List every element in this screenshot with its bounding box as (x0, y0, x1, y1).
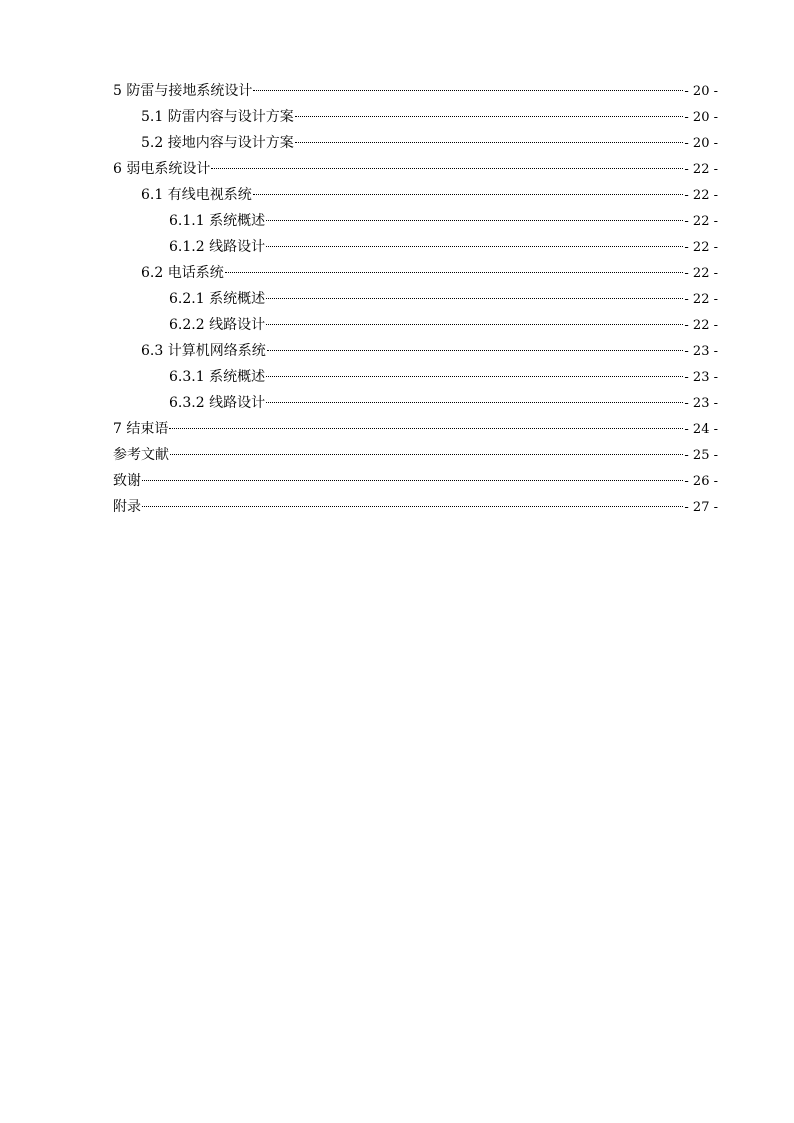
toc-dot-leader (295, 142, 684, 143)
toc-entry[interactable] (113, 182, 718, 208)
toc-entry-title: 6.2.2 线路设计 (169, 317, 266, 333)
toc-entry-page: - 22 - (684, 266, 718, 281)
toc-dot-leader (266, 376, 683, 377)
toc-dot-leader (142, 506, 683, 507)
toc-entry-title: 6.2 电话系统 (141, 265, 224, 281)
toc-entry[interactable] (113, 104, 718, 130)
toc-dot-leader (253, 90, 683, 91)
toc-entry-title: 参考文献 (113, 447, 169, 463)
toc-entry[interactable] (113, 312, 718, 338)
toc-entry-title: 6.1.2 线路设计 (169, 239, 266, 255)
table-of-contents (113, 78, 718, 520)
toc-entry-title: 6.1 有线电视系统 (141, 187, 252, 203)
toc-dot-leader (225, 272, 684, 273)
toc-entry-title: 6 弱电系统设计 (113, 161, 211, 177)
toc-entry-title: 5.2 接地内容与设计方案 (141, 135, 294, 151)
toc-entry[interactable] (113, 338, 718, 364)
toc-entry-title: 6.1.1 系统概述 (169, 213, 266, 229)
toc-entry[interactable] (113, 208, 718, 234)
toc-dot-leader (266, 324, 683, 325)
toc-entry[interactable] (113, 390, 718, 416)
toc-entry[interactable] (113, 260, 718, 286)
toc-entry-page: - 24 - (684, 422, 718, 437)
toc-entry-title: 7 结束语 (113, 421, 169, 437)
toc-entry[interactable] (113, 494, 718, 520)
toc-entry-page: - 22 - (684, 240, 718, 255)
toc-dot-leader (253, 194, 684, 195)
toc-dot-leader (169, 428, 683, 429)
toc-entry-title: 5 防雷与接地系统设计 (113, 83, 253, 99)
toc-entry-page: - 22 - (684, 214, 718, 229)
toc-entry-title: 6.3.1 系统概述 (169, 369, 266, 385)
toc-entry[interactable] (113, 364, 718, 390)
toc-dot-leader (142, 480, 683, 481)
toc-entry-page: - 23 - (684, 344, 718, 359)
toc-entry[interactable] (113, 286, 718, 312)
toc-entry-page: - 23 - (684, 396, 718, 411)
toc-entry-title: 6.3 计算机网络系统 (141, 343, 266, 359)
toc-dot-leader (295, 116, 684, 117)
toc-entry[interactable] (113, 234, 718, 260)
toc-entry-title: 6.3.2 线路设计 (169, 395, 266, 411)
toc-entry-page: - 22 - (684, 188, 718, 203)
toc-entry[interactable] (113, 78, 718, 104)
toc-entry-page: - 20 - (684, 84, 718, 99)
toc-entry[interactable] (113, 442, 718, 468)
toc-entry-page: - 22 - (684, 162, 718, 177)
toc-entry-page: - 27 - (684, 500, 718, 515)
toc-entry-page: - 20 - (684, 110, 718, 125)
toc-entry[interactable] (113, 468, 718, 494)
toc-entry-title: 致谢 (113, 473, 141, 489)
toc-entry[interactable] (113, 130, 718, 156)
toc-entry-page: - 25 - (684, 448, 718, 463)
toc-dot-leader (266, 220, 683, 221)
toc-dot-leader (211, 168, 683, 169)
toc-entry-title: 附录 (113, 499, 141, 515)
toc-entry-title: 6.2.1 系统概述 (169, 291, 266, 307)
toc-entry-page: - 22 - (684, 292, 718, 307)
toc-entry-page: - 26 - (684, 474, 718, 489)
toc-dot-leader (266, 298, 683, 299)
toc-entry-title: 5.1 防雷内容与设计方案 (141, 109, 294, 125)
toc-entry-page: - 20 - (684, 136, 718, 151)
toc-dot-leader (267, 350, 684, 351)
toc-entry[interactable] (113, 416, 718, 442)
toc-entry[interactable] (113, 156, 718, 182)
toc-dot-leader (170, 454, 683, 455)
toc-dot-leader (266, 246, 683, 247)
toc-entry-page: - 23 - (684, 370, 718, 385)
toc-entry-page: - 22 - (684, 318, 718, 333)
toc-dot-leader (266, 402, 683, 403)
